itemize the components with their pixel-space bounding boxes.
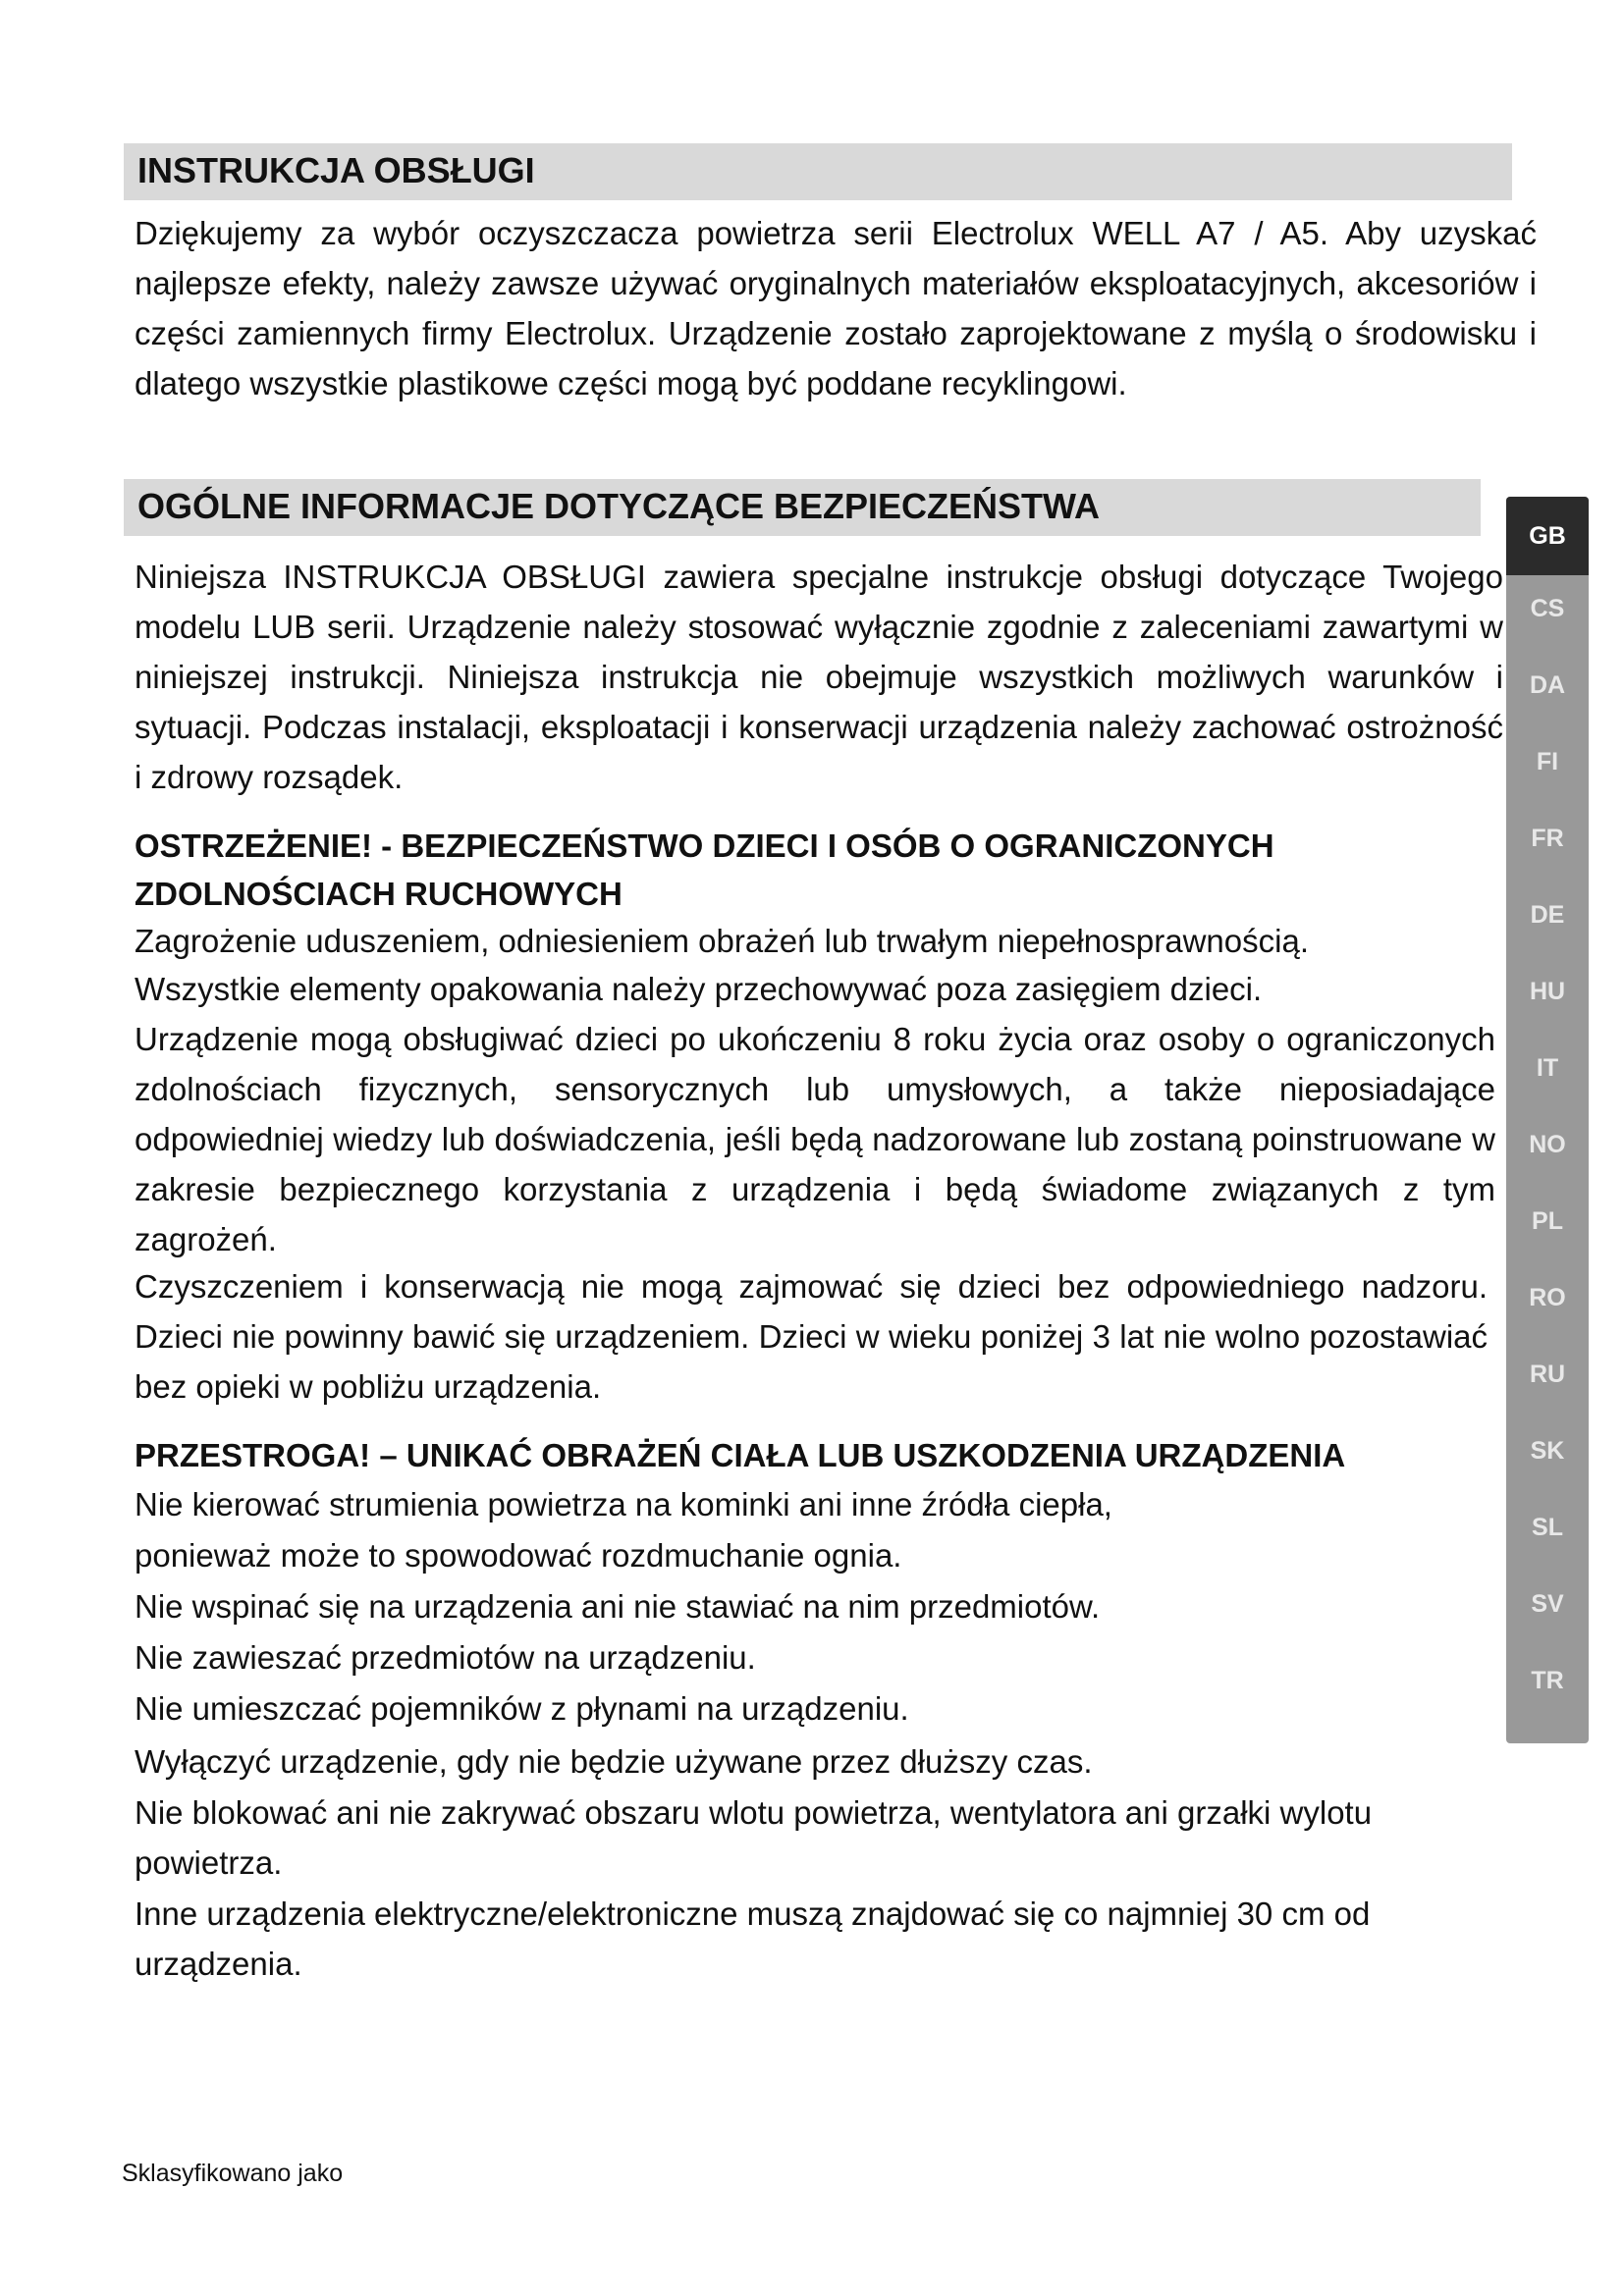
caution-item: Nie wspinać się na urządzenia ani nie stawiać na nim przedmiotów. bbox=[135, 1588, 1101, 1625]
caution-heading: PRZESTROGA! – UNIKAĆ OBRAŻEŃ CIAŁA LUB USZKODZENIA URZĄDZENIA bbox=[135, 1437, 1346, 1473]
lang-tab-pl[interactable]: PL bbox=[1532, 1207, 1563, 1235]
warning-line-2: Wszystkie elementy opakowania należy przechowywać poza zasięgiem dzieci. bbox=[135, 971, 1263, 1007]
classification-footer: Sklasyfikowano jako bbox=[122, 2160, 344, 2187]
section-title-safety: OGÓLNE INFORMACJE DOTYCZĄCE BEZPIECZEŃSTWA bbox=[124, 479, 1481, 536]
warning-heading: OSTRZEŻENIE! - BEZPIECZEŃSTWO DZIECI I OSÓB O OGRANICZONYCH ZDOLNOŚCIACH RUCHOWYCH bbox=[135, 828, 1274, 912]
lang-tab-no[interactable]: NO bbox=[1529, 1131, 1566, 1158]
lang-tab-sk[interactable]: SK bbox=[1530, 1437, 1565, 1465]
intro-paragraph: Dziękujemy za wybór oczyszczacza powietrza serii Electrolux WELL A7 / A5. Aby uzyskać najlepsze efekty, należy zawsze używać oryginalnych materiałów eksploatacyjnych, akcesoriów i części zamiennych firmy Electrolux. Urządzenie zostało zaprojektowane z myślą o środowisku i dlatego wszystkie plastikowe części mogą być poddane recyklingowi. bbox=[135, 215, 1537, 401]
lang-tab-sl[interactable]: SL bbox=[1532, 1514, 1563, 1541]
warning-paragraph-2: Czyszczeniem i konserwacją nie mogą zajmować się dzieci bez odpowiedniego nadzoru. Dzieci nie powinny bawić się urządzeniem. Dzieci w wieku poniżej 3 lat nie wolno pozostawiać bez opieki w pobliżu urządzenia. bbox=[135, 1268, 1488, 1405]
language-tabs bbox=[1506, 497, 1589, 1743]
lang-tab-sv[interactable]: SV bbox=[1531, 1590, 1564, 1618]
warning-line-1: Zagrożenie uduszeniem, odniesieniem obrażeń lub trwałym niepełnosprawnością. bbox=[135, 923, 1309, 959]
caution-paragraph-1: Nie blokować ani nie zakrywać obszaru wlotu powietrza, wentylatora ani grzałki wylotu powietrza. bbox=[135, 1794, 1373, 1881]
caution-item: Nie umieszczać pojemników z płynami na urządzeniu. bbox=[135, 1690, 909, 1727]
caution-paragraph-2: Inne urządzenia elektryczne/elektroniczne muszą znajdować się co najmniej 30 cm od urządzenia. bbox=[135, 1896, 1371, 1982]
lang-tab-tr[interactable]: TR bbox=[1531, 1667, 1564, 1694]
caution-item: Nie zawieszać przedmiotów na urządzeniu. bbox=[135, 1639, 756, 1676]
lang-tab-fr[interactable]: FR bbox=[1531, 825, 1564, 852]
section-title-instructions: INSTRUKCJA OBSŁUGI bbox=[124, 143, 1512, 200]
caution-item: Wyłączyć urządzenie, gdy nie będzie używane przez dłuższy czas. bbox=[135, 1743, 1093, 1780]
lang-tab-fi[interactable]: FI bbox=[1536, 748, 1559, 775]
lang-tab-ru[interactable]: RU bbox=[1529, 1361, 1566, 1388]
lang-tab-cs[interactable]: CS bbox=[1530, 595, 1565, 622]
caution-item: Nie kierować strumienia powietrza na kominki ani inne źródła ciepła, bbox=[135, 1486, 1112, 1522]
lang-tab-it[interactable]: IT bbox=[1536, 1054, 1559, 1082]
caution-item: ponieważ może to spowodować rozdmuchanie ognia. bbox=[135, 1537, 902, 1574]
warning-paragraph-1: Urządzenie mogą obsługiwać dzieci po ukończeniu 8 roku życia oraz osoby o ograniczonych zdolnościach fizycznych, sensorycznych lub umysłowych, a także nieposiadające odpowiedniej wiedzy lub doświadczenia, jeśli będą nadzorowane lub zostaną poinstruowane w zakresie bezpiecznego korzystania z urządzenia i będą świadome związanych z tym zagrożeń. bbox=[135, 1021, 1495, 1257]
lang-tab-hu[interactable]: HU bbox=[1529, 978, 1566, 1005]
lang-tab-da[interactable]: DA bbox=[1529, 671, 1566, 699]
lang-tab-gb[interactable]: GB bbox=[1506, 497, 1589, 575]
lang-tab-ro[interactable]: RO bbox=[1529, 1284, 1566, 1311]
safety-paragraph: Niniejsza INSTRUKCJA OBSŁUGI zawiera specjalne instrukcje obsługi dotyczące Twojego modelu LUB serii. Urządzenie należy stosować wyłącznie zgodnie z zaleceniami zawartymi w niniejszej instrukcji. Niniejsza instrukcja nie obejmuje wszystkich możliwych warunków i sytuacji. Podczas instalacji, eksploatacji i konserwacji urządzenia należy zachować ostrożność i zdrowy rozsądek. bbox=[135, 559, 1503, 795]
lang-tab-de[interactable]: DE bbox=[1530, 901, 1565, 929]
